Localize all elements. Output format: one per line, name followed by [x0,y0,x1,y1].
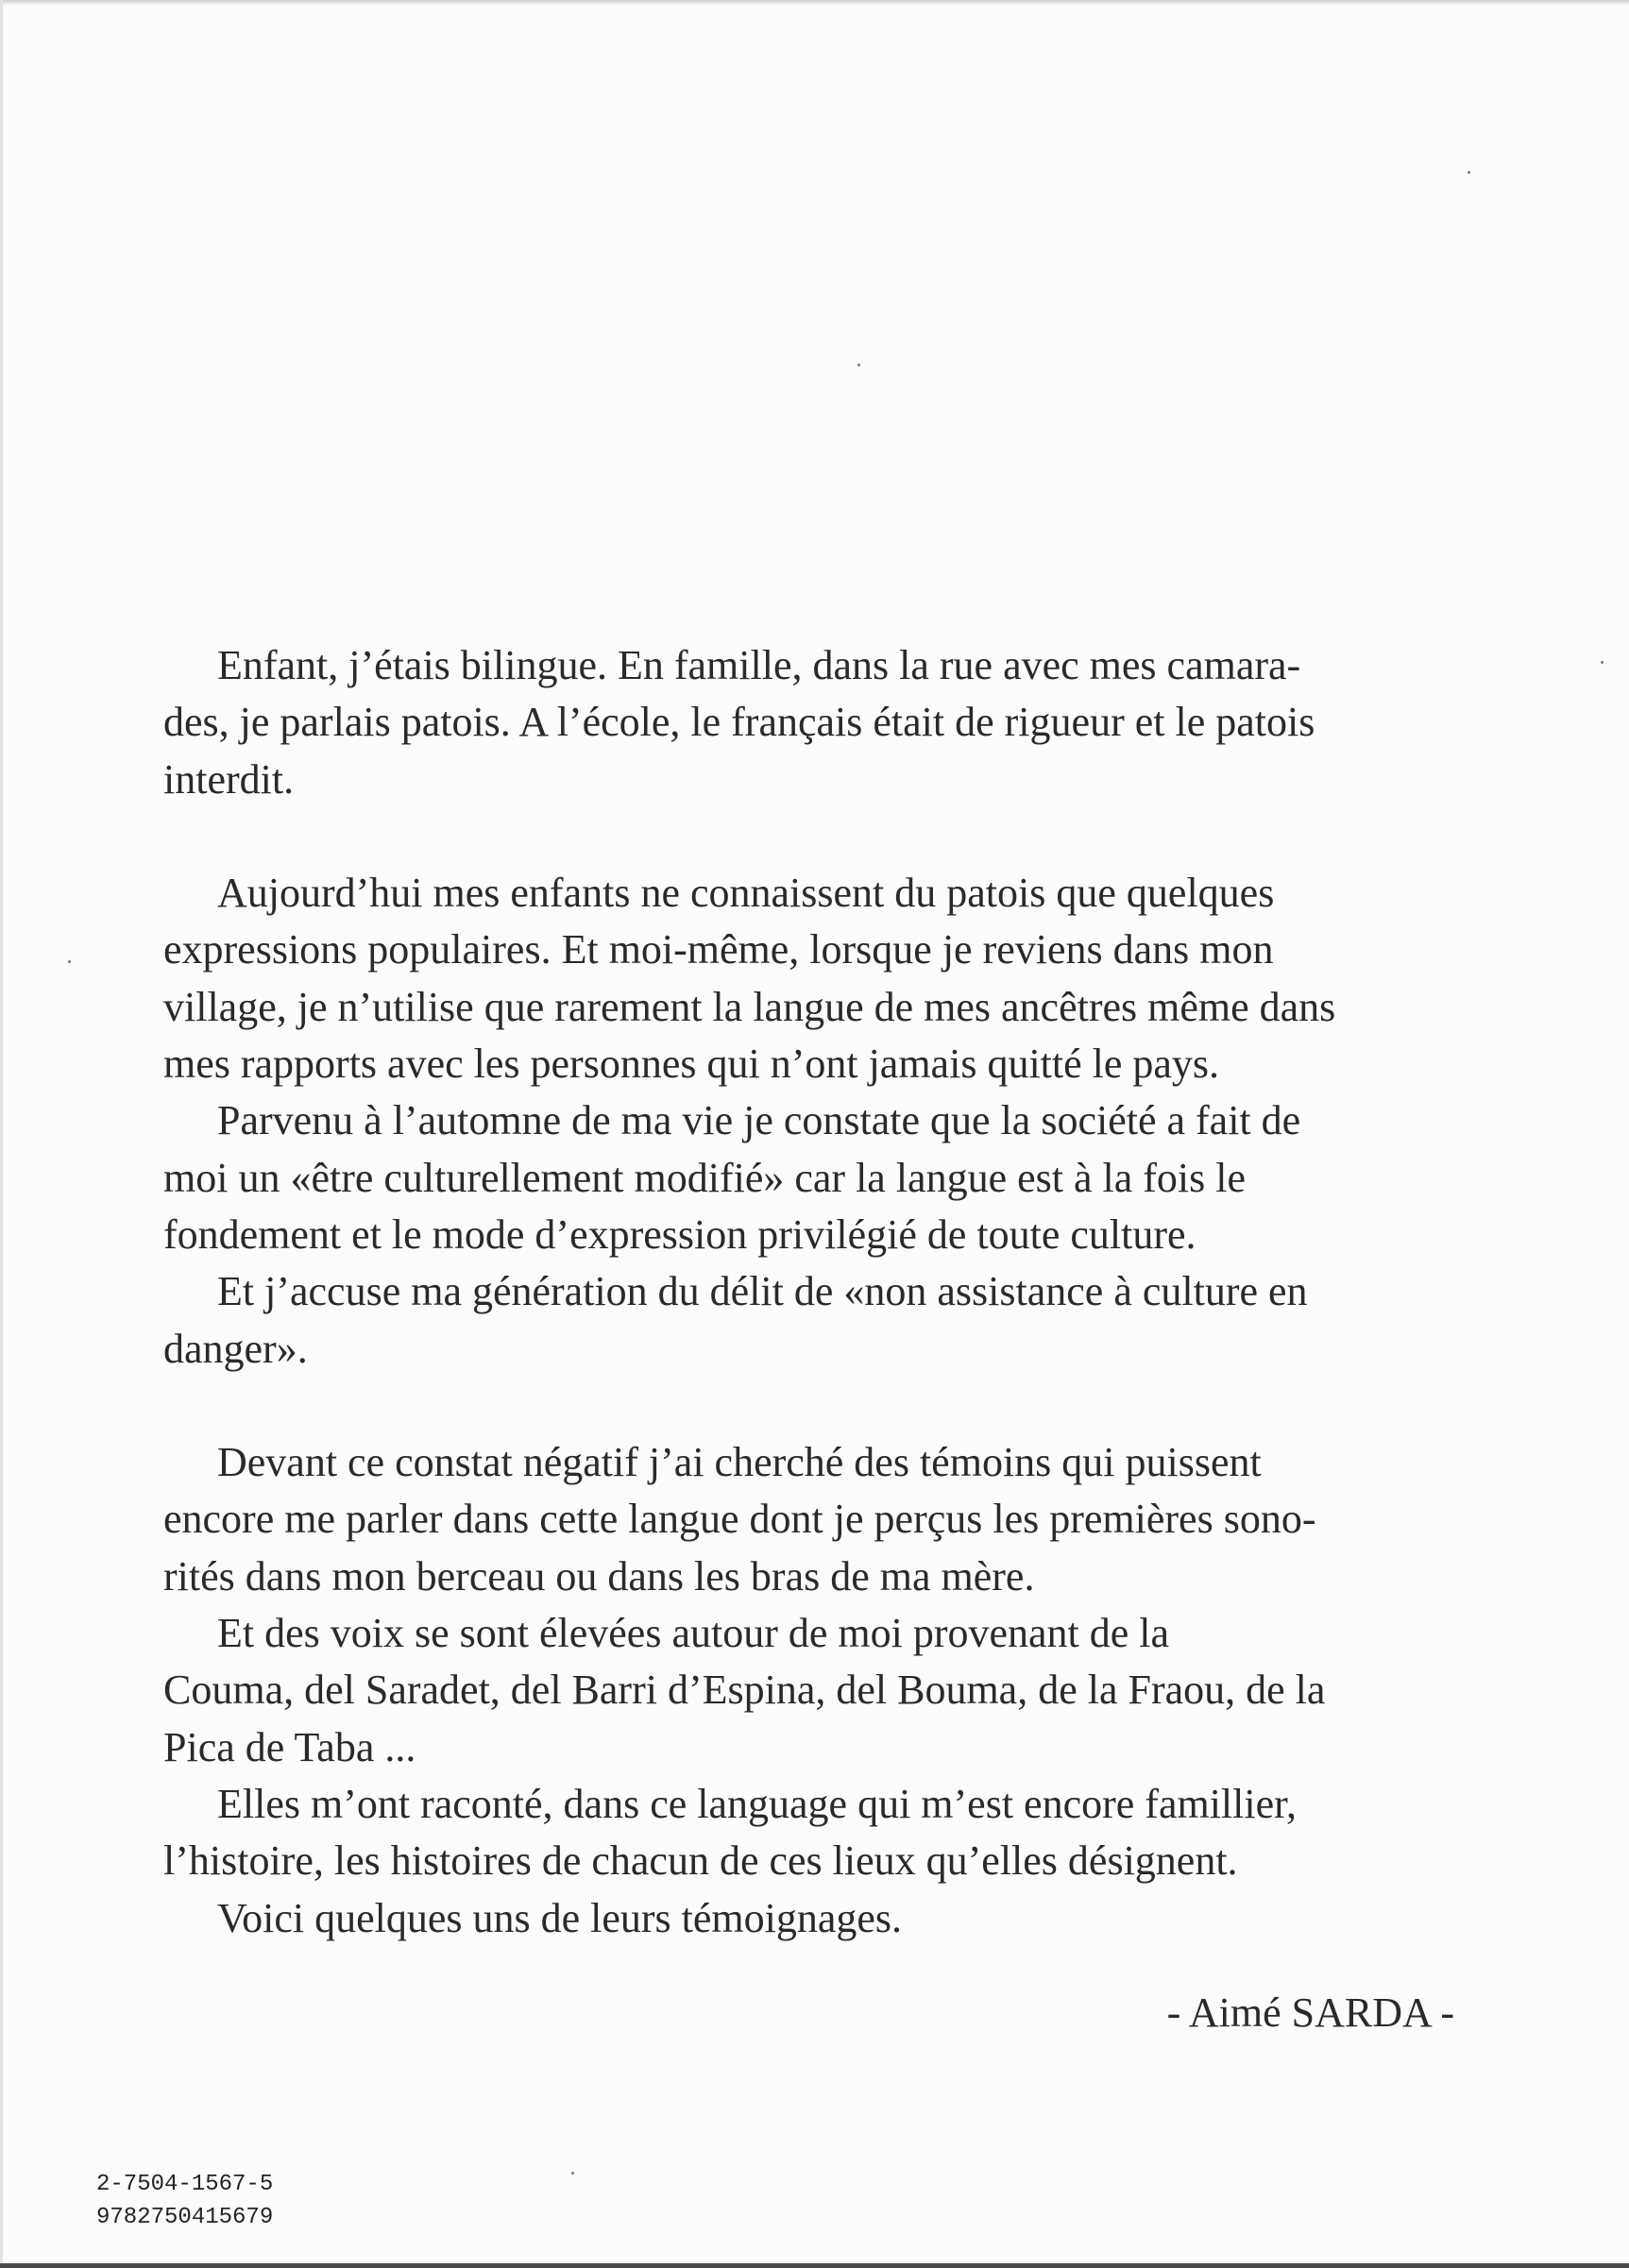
text-line: fondement et le mode d’expression privilégié de toute culture. [163,1210,1196,1258]
text-line: Couma, del Saradet, del Barri d’Espina, del Bouma, de la Fraou, de la [163,1667,1326,1714]
paragraph [163,637,1485,808]
page-top-edge [0,0,1629,6]
text-line: encore me parler dans cette langue dont je perçus les premières sono- [163,1496,1316,1543]
text-line: Parvenu à l’automne de ma vie je constate que la société a fait de [217,1097,1301,1144]
text-line: des, je parlais patois. A l’école, le français était de rigueur et le patois [163,699,1315,746]
author-signature: - Aimé SARDA - [1166,1989,1454,2036]
paragraph [163,1263,1485,1378]
text-section [163,865,1485,1378]
page-bottom-edge [0,2263,1629,2268]
paper-speck [68,960,71,963]
paragraph [163,1776,1485,1890]
paragraph [163,865,1485,1092]
text-line: mes rapports avec les personnes qui n’ont jamais quitté le pays. [163,1041,1220,1088]
page-left-edge [0,0,3,2268]
text-line: expressions populaires. Et moi-même, lorsque je reviens dans mon [163,926,1274,973]
ean-13: 9782750415679 [96,2205,274,2230]
text-line: Voici quelques uns de leurs témoignages. [217,1894,903,1941]
text-line: danger». [163,1325,308,1372]
paragraph [163,1605,1485,1776]
back-cover-text [163,637,1485,2004]
text-line: l’histoire, les histoires de chacun de ces lieux qu’elles désignent. [163,1837,1238,1885]
paper-speck [857,364,860,366]
text-section [163,637,1485,808]
text-section [163,1434,1485,1947]
text-line: moi un «être culturellement modifié» car la langue est à la fois le [163,1154,1247,1201]
paper-speck [571,2172,574,2175]
isbn-block [96,2168,273,2234]
text-line: Enfant, j’étais bilingue. En famille, dans la rue avec mes camara- [217,642,1301,688]
paper-speck [1601,661,1604,664]
text-line: Et j’accuse ma génération du délit de «non assistance à culture en [217,1268,1308,1315]
paragraph [163,1092,1485,1263]
text-line: Et des voix se sont élevées autour de moi provenant de la [217,1610,1170,1657]
text-line: Pica de Taba ... [163,1723,416,1770]
paper-speck [1468,171,1470,174]
text-line: village, je n’utilise que rarement la langue de mes ancêtres même dans [163,983,1336,1030]
text-line: interdit. [163,755,295,803]
isbn-10: 2-7504-1567-5 [96,2172,274,2197]
text-line: Devant ce constat négatif j’ai cherché des témoins qui puissent [217,1439,1262,1486]
text-line: Elles m’ont raconté, dans ce language qui m’est encore famillier, [217,1780,1298,1827]
text-line: rités dans mon berceau ou dans les bras de ma mère. [163,1552,1035,1599]
paragraph [163,1890,1485,1947]
paragraph [163,1434,1485,1605]
text-line: Aujourd’hui mes enfants ne connaissent du patois que quelques [217,870,1275,917]
